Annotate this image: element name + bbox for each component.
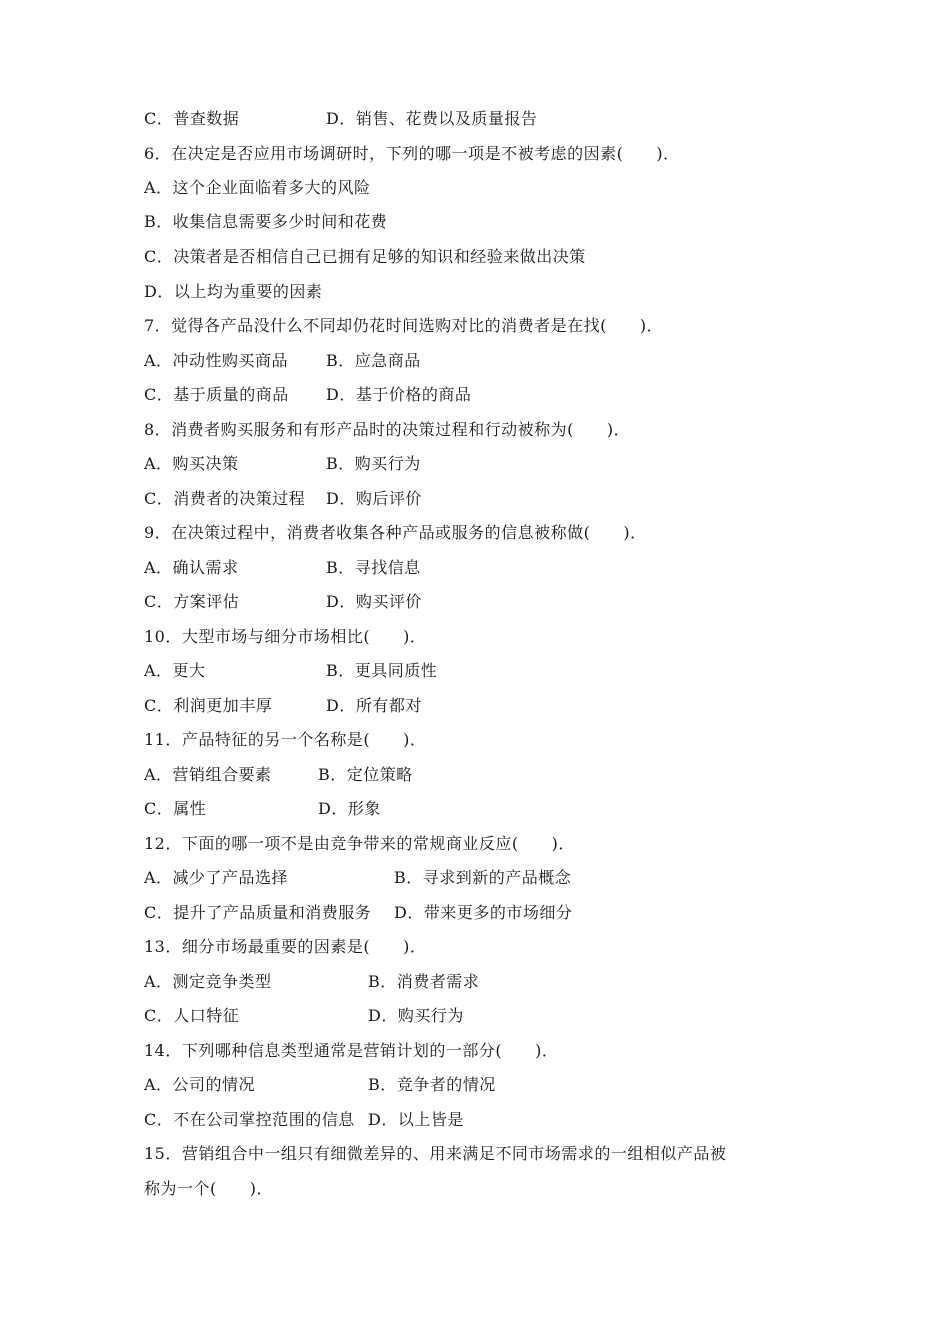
option-line: A．冲动性购买商品 B．应急商品: [144, 351, 421, 370]
option-line: A．确认需求 B．寻找信息: [144, 558, 421, 577]
option-line: C．属性 D．形象: [144, 799, 381, 818]
question-15: 15．营销组合中一组只有细微差异的、用来满足不同市场需求的一组相似产品被: [144, 1144, 727, 1163]
option-line: A．公司的情况 B．竞争者的情况: [144, 1075, 496, 1094]
option-line: D．以上均为重要的因素: [144, 282, 323, 301]
question-8: 8．消费者购买服务和有形产品时的决策过程和行动被称为( )．: [144, 420, 631, 439]
question-12: 12．下面的哪一项不是由竞争带来的常规商业反应( )．: [144, 834, 575, 853]
question-7: 7．觉得各产品没什么不同却仍花时间选购对比的消费者是在找( )．: [144, 316, 664, 335]
question-9: 9．在决策过程中，消费者收集各种产品或服务的信息被称做( )．: [144, 523, 647, 542]
option-line: C．基于质量的商品 D．基于价格的商品: [144, 385, 472, 404]
question-11: 11．产品特征的另一个名称是( )．: [144, 730, 427, 749]
option-line: C．不在公司掌控范围的信息 D．以上皆是: [144, 1110, 464, 1129]
option-line: B．收集信息需要多少时间和花费: [144, 212, 388, 231]
option-line: C．消费者的决策过程 D．购后评价: [144, 489, 422, 508]
question-13: 13．细分市场最重要的因素是( )．: [144, 937, 427, 956]
option-line: C．方案评估 D．购买评价: [144, 592, 422, 611]
option-line: A．这个企业面临着多大的风险: [144, 178, 371, 197]
option-line: A．购买决策 B．购买行为: [144, 454, 421, 473]
option-line: C．利润更加丰厚 D．所有都对: [144, 696, 422, 715]
option-line: A．营销组合要素 B．定位策略: [144, 765, 413, 784]
question-6: 6．在决定是否应用市场调研时，下列的哪一项是不被考虑的因素( )．: [144, 144, 680, 163]
option-line: C．提升了产品质量和消费服务 D．带来更多的市场细分: [144, 903, 573, 922]
option-line: A．测定竞争类型 B．消费者需求: [144, 972, 480, 991]
option-line: A．更大 B．更具同质性: [144, 661, 438, 680]
option-line: A．减少了产品选择 B．寻求到新的产品概念: [144, 868, 572, 887]
option-line: C．人口特征 D．购买行为: [144, 1006, 464, 1025]
text-line: C．普查数据 D．销售、花费以及质量报告: [144, 109, 538, 128]
question-14: 14．下列哪种信息类型通常是营销计划的一部分( )．: [144, 1041, 559, 1060]
question-10: 10．大型市场与细分市场相比( )．: [144, 627, 427, 646]
option-line: C．决策者是否相信自己已拥有足够的知识和经验来做出决策: [144, 247, 586, 266]
question-15-continued: 称为一个( )．: [144, 1179, 273, 1198]
